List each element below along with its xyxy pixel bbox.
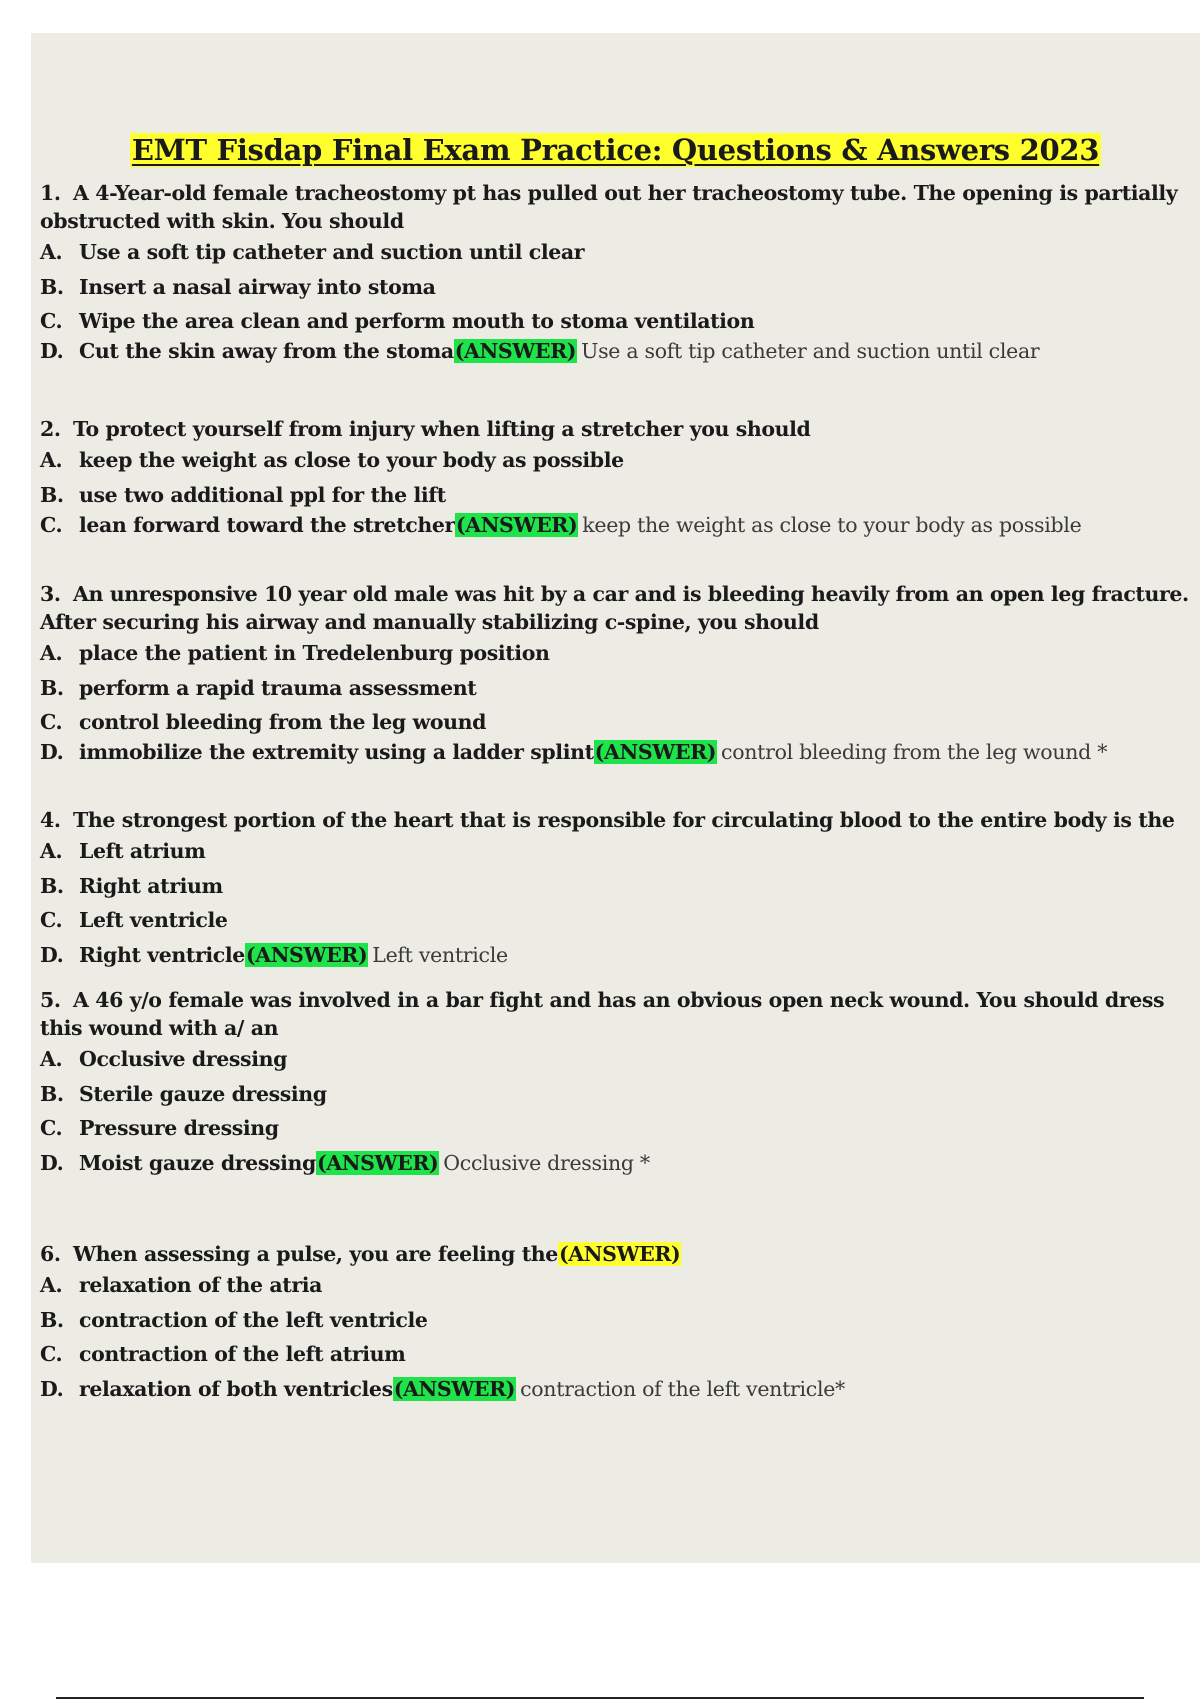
- option-text: perform a rapid trauma assessment: [79, 675, 477, 700]
- option-letter: C.: [40, 710, 63, 734]
- question-stem: [40, 179, 1200, 235]
- option-text: Wipe the area clean and perform mouth to stoma ventilation: [79, 309, 755, 333]
- option-text: relaxation of the atria: [79, 1273, 322, 1297]
- option-c: [40, 906, 1200, 941]
- option-d: [40, 941, 1200, 976]
- option-text: Occlusive dressing: [79, 1047, 288, 1071]
- option-letter: D.: [40, 1376, 64, 1401]
- answer-tag: (ANSWER): [455, 512, 578, 537]
- option-letter: A.: [40, 1273, 63, 1297]
- question-stem: [40, 580, 1200, 636]
- option-a: [40, 1045, 1200, 1080]
- option-text: contraction of the left atrium: [79, 1342, 406, 1366]
- question-6: [40, 1240, 1200, 1409]
- option-c: [40, 1340, 1200, 1375]
- option-b: [40, 273, 1200, 308]
- option-letter: A.: [40, 641, 63, 665]
- option-text: lean forward toward the stretcher: [79, 512, 455, 537]
- option-d: [40, 738, 1200, 773]
- question-3: [40, 580, 1200, 773]
- question-number: 6.: [40, 1242, 61, 1266]
- option-b: [40, 872, 1200, 907]
- option-text: control bleeding from the leg wound: [79, 710, 487, 734]
- option-b: [40, 674, 1200, 709]
- answer-tag: (ANSWER): [316, 1150, 439, 1175]
- option-text: Right ventricle: [79, 942, 245, 967]
- option-text: Insert a nasal airway into stoma: [79, 274, 436, 299]
- question-number: 3.: [40, 582, 61, 606]
- option-letter: B.: [40, 1307, 64, 1332]
- answer-tag: (ANSWER): [594, 740, 717, 764]
- option-letter: A.: [40, 1047, 63, 1071]
- option-c: [40, 708, 1200, 738]
- option-text: Cut the skin away from the stoma: [79, 339, 454, 363]
- option-b: [40, 1306, 1200, 1341]
- option-text: use two additional ppl for the lift: [79, 482, 446, 507]
- answer-tag: (ANSWER): [245, 942, 368, 967]
- option-letter: D.: [40, 740, 64, 764]
- option-text: keep the weight as close to your body as possible: [79, 448, 624, 472]
- option-text: Moist gauze dressing: [79, 1150, 316, 1175]
- question-2: [40, 415, 1200, 545]
- answer-tag: (ANSWER): [454, 339, 577, 363]
- answer-tag-yellow: (ANSWER): [558, 1242, 681, 1266]
- option-b: [40, 1080, 1200, 1115]
- question-stem: [40, 986, 1200, 1042]
- question-1: [40, 179, 1200, 372]
- question-number: 2.: [40, 417, 61, 441]
- option-letter: A.: [40, 448, 63, 472]
- option-a: [40, 639, 1200, 674]
- question-text: An unresponsive 10 year old male was hit by a car and is bleeding heavily from an open leg fracture. After securing his airway and manually stabilizing c-spine, you should: [40, 582, 1196, 634]
- answer-text: Use a soft tip catheter and suction until clear: [581, 339, 1040, 363]
- answer-text: control bleeding from the leg wound *: [721, 740, 1108, 764]
- option-text: Right atrium: [79, 873, 223, 898]
- option-letter: C.: [40, 1342, 63, 1366]
- option-letter: C.: [40, 1116, 63, 1140]
- option-d: [40, 337, 1200, 372]
- option-letter: C.: [40, 512, 63, 537]
- answer-text: keep the weight as close to your body as possible: [582, 512, 1082, 537]
- answer-text: Occlusive dressing *: [443, 1150, 650, 1175]
- option-letter: C.: [40, 309, 63, 333]
- option-a: [40, 446, 1200, 481]
- title-text: EMT Fisdap Final Exam Practice: Questions & Answers 2023: [131, 133, 1100, 167]
- question-5: [40, 986, 1200, 1183]
- option-letter: A.: [40, 839, 63, 863]
- footer-divider: [56, 1697, 1144, 1699]
- option-text: place the patient in Tredelenburg position: [79, 641, 550, 665]
- option-c: [40, 1114, 1200, 1149]
- option-a: [40, 238, 1200, 273]
- option-text: Left atrium: [79, 839, 206, 863]
- question-number: 1.: [40, 181, 61, 205]
- option-text: Use a soft tip catheter and suction until clear: [79, 240, 585, 264]
- option-letter: A.: [40, 240, 63, 264]
- question-text: When assessing a pulse, you are feeling the: [73, 1242, 558, 1266]
- option-d: [40, 1149, 1200, 1184]
- option-d: [40, 1375, 1200, 1410]
- question-text: A 4-Year-old female tracheostomy pt has pulled out her tracheostomy tube. The opening is partially obstructed with skin. You should: [40, 181, 1185, 233]
- option-c: [40, 511, 1200, 546]
- option-letter: B.: [40, 675, 64, 700]
- option-c: [40, 307, 1200, 337]
- option-letter: D.: [40, 1150, 64, 1175]
- option-text: Sterile gauze dressing: [79, 1081, 327, 1106]
- question-number: 5.: [40, 988, 61, 1012]
- option-a: [40, 1271, 1200, 1306]
- document-page: [31, 33, 1200, 1563]
- question-4: [40, 806, 1200, 975]
- option-letter: B.: [40, 482, 64, 507]
- question-number: 4.: [40, 808, 61, 832]
- question-text: The strongest portion of the heart that is responsible for circulating blood to the entire body is the: [73, 808, 1175, 832]
- option-text: immobilize the extremity using a ladder splint: [79, 740, 594, 764]
- question-stem: [40, 806, 1200, 834]
- question-stem: [40, 415, 1200, 443]
- option-text: Left ventricle: [79, 908, 228, 932]
- option-letter: D.: [40, 942, 64, 967]
- option-letter: B.: [40, 1081, 64, 1106]
- question-text: To protect yourself from injury when lifting a stretcher you should: [73, 417, 811, 441]
- option-b: [40, 481, 1200, 511]
- option-text: relaxation of both ventricles: [79, 1376, 393, 1401]
- answer-text: Left ventricle: [372, 942, 508, 967]
- answer-text: contraction of the left ventricle*: [520, 1376, 845, 1401]
- question-stem: [40, 1240, 1200, 1268]
- question-text: A 46 y/o female was involved in a bar fight and has an obvious open neck wound. You should dress this wound with a/ an: [40, 988, 1171, 1040]
- option-text: contraction of the left ventricle: [79, 1307, 428, 1332]
- option-letter: B.: [40, 274, 64, 299]
- document-title: [31, 133, 1200, 167]
- option-letter: C.: [40, 908, 63, 932]
- option-letter: B.: [40, 873, 64, 898]
- option-letter: D.: [40, 339, 64, 363]
- option-a: [40, 837, 1200, 872]
- answer-tag: (ANSWER): [393, 1376, 516, 1401]
- option-text: Pressure dressing: [79, 1116, 279, 1140]
